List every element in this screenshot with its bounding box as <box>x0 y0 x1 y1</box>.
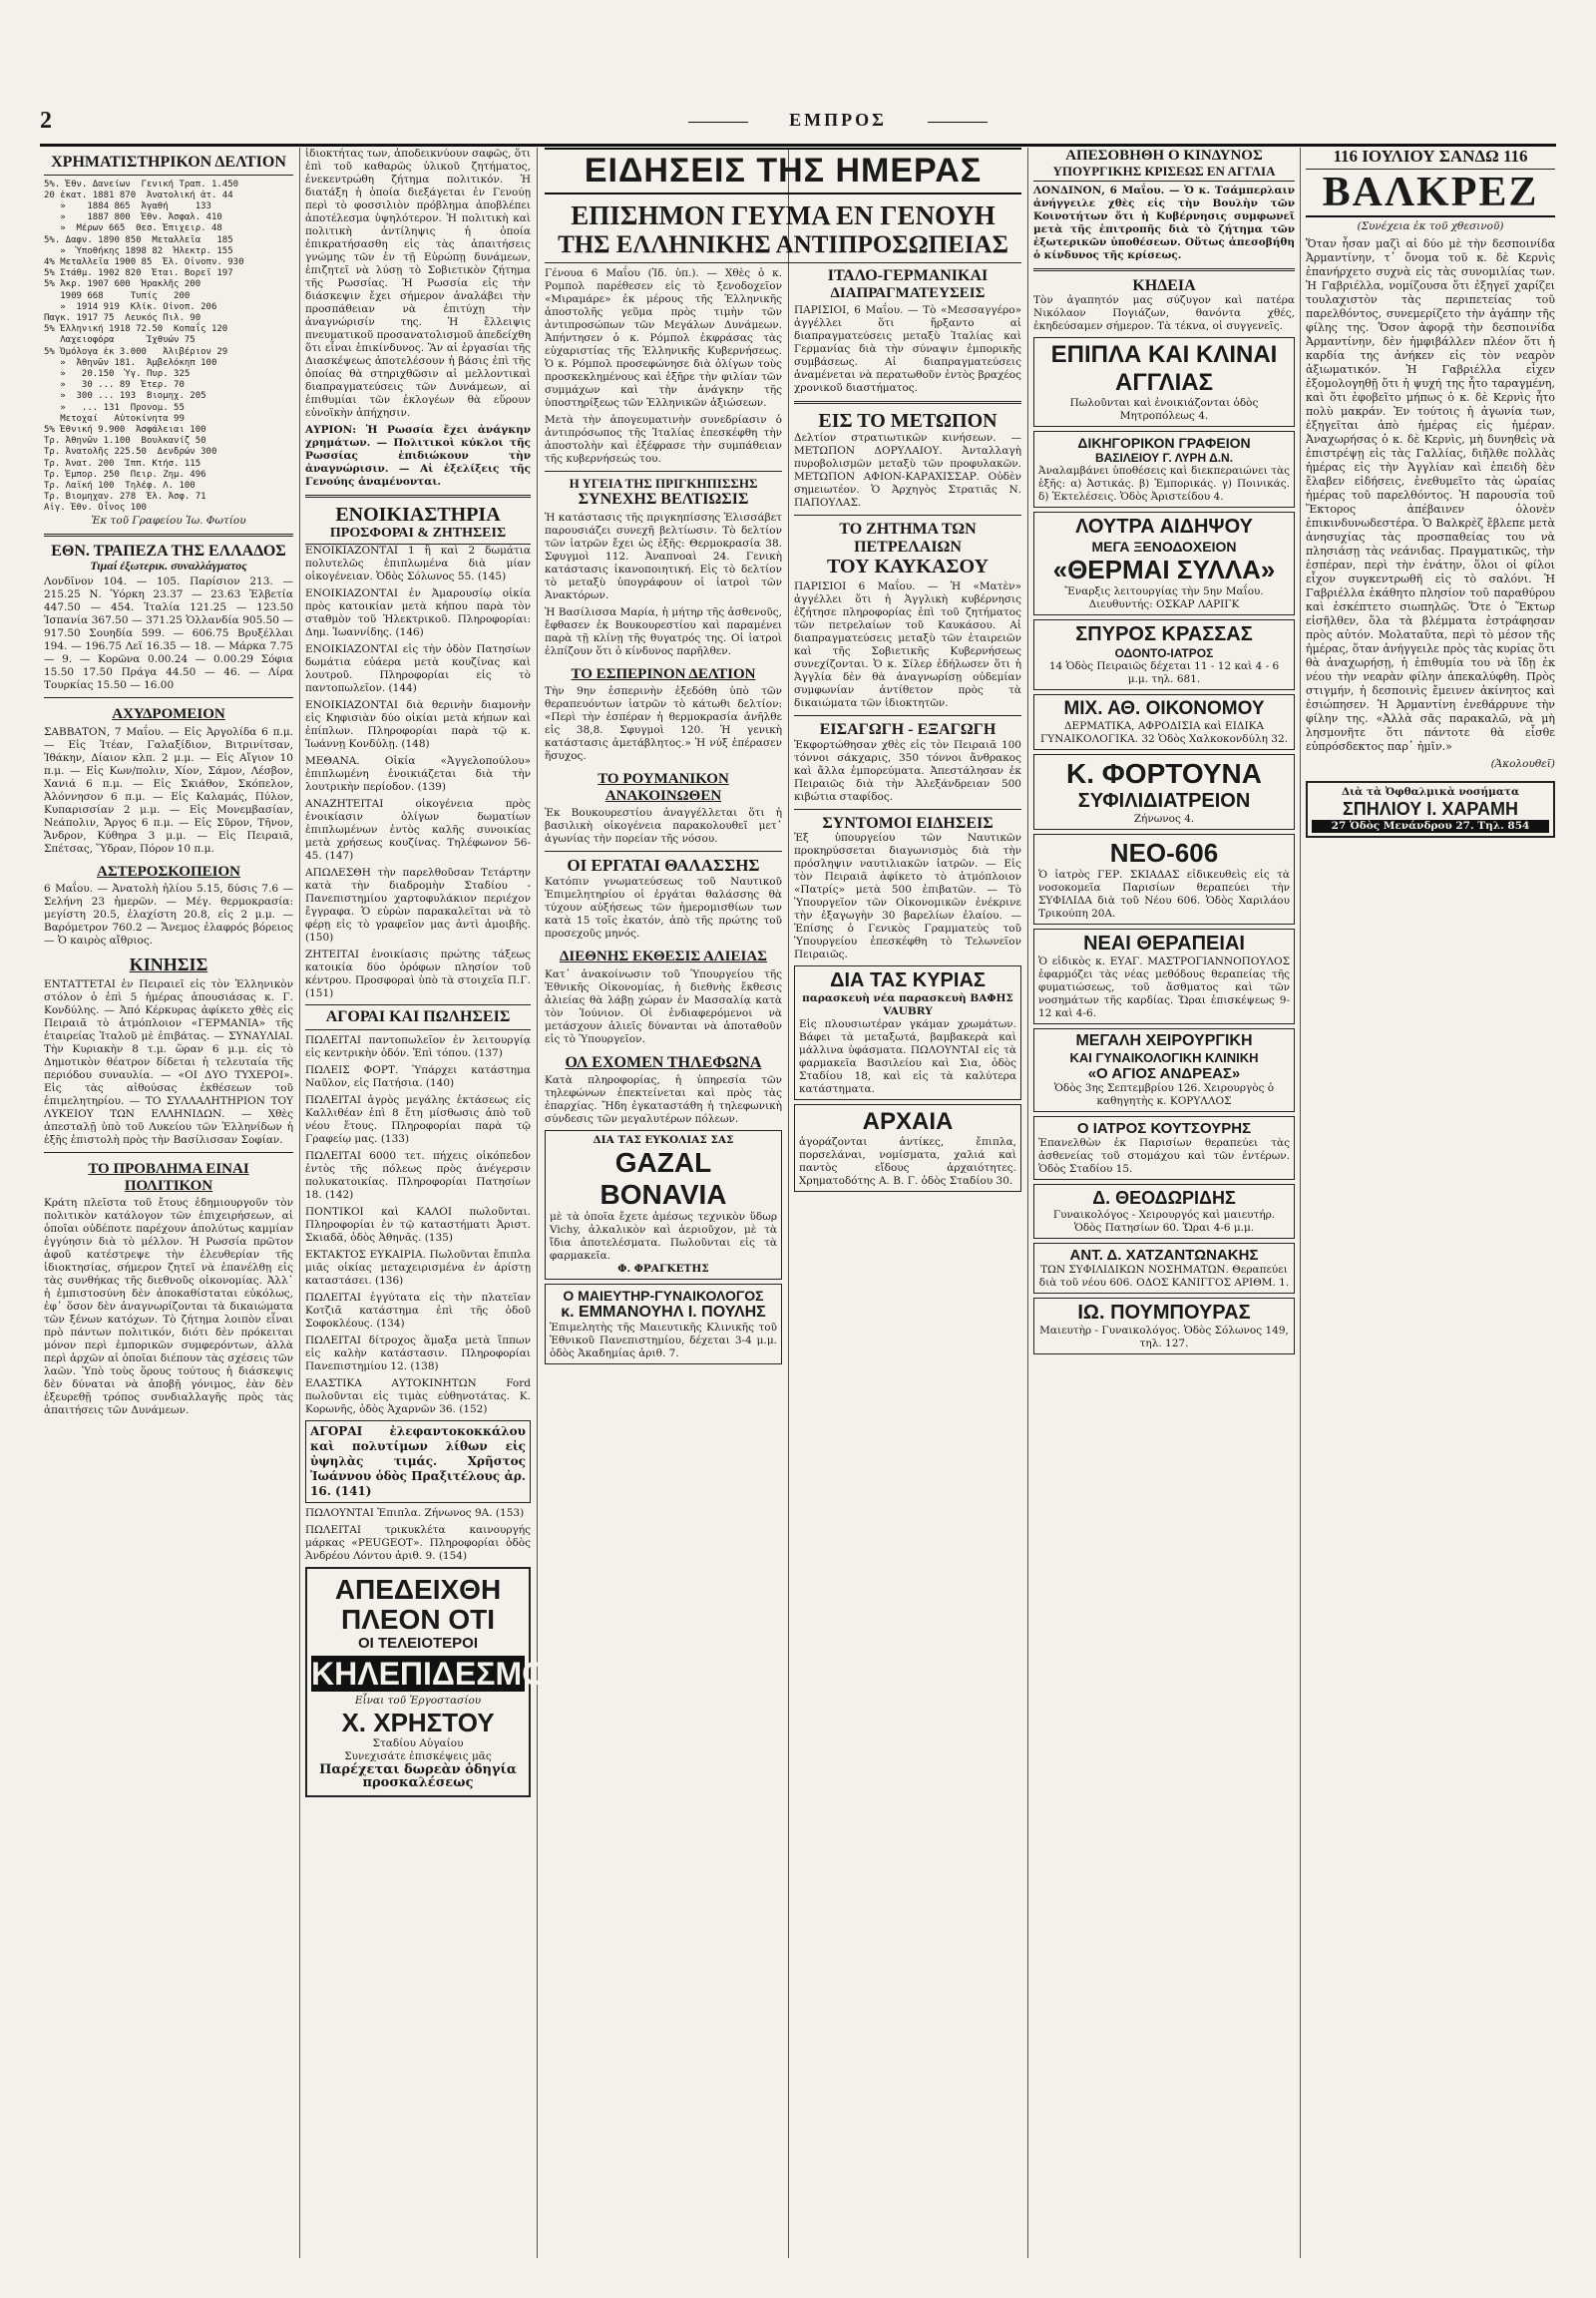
dentist-ad-text: 14 Ὁδὸς Πειραιῶς δέχεται 11 - 12 καὶ 4 - 6 μ.μ. τηλ. 681. <box>1048 660 1280 686</box>
buy-title: ΑΓΟΡΑΙ ΚΑΙ ΠΩΛΗΣΕΙΣ <box>305 1004 531 1030</box>
law-ad <box>1033 431 1295 508</box>
divider <box>44 697 293 698</box>
baths-ad-text: Ἔναρξις λειτουργίας τὴν 5ην Μαΐου. Διευθυντής: ΟΣΚΑΡ ΛΑΡΙΓΚ <box>1064 585 1264 611</box>
trade-headline: ΕΙΣΑΓΩΓΗ - ΕΞΑΓΩΓΗ <box>819 721 997 739</box>
classified-ad: ΠΩΛΕΙΤΑΙ δίτροχος ἅμαξα μετὰ ἵππων εἰς καλὴν κατάστασιν. Πληροφορίαι Πανεπιστημίου 12. (138) <box>305 1334 531 1372</box>
trade-text: Ἐκφορτώθησαν χθὲς εἰς τὸν Πειραιᾶ 100 τόννοι σάκχαρις, 350 τόννοι ἄνθρακος καὶ ἄλλα ἐμπορεύματα. Ἀπεστάλησαν ἐκ Πειραιῶς διὰ τὴν Ἀλεξάνδρειαν 500 κιβώτια σταφίδος. <box>794 738 1021 803</box>
oil-text: ΠΑΡΙΣΙΟΙ 6 Μαΐου. — Ἡ «Ματὲν» ἀγγέλλει ὅτι ἡ Ἀγγλικὴ κυβέρνησις ἐζήτησε πληροφορίας ἐπὶ τοῦ ζητήματος τῶν πετρελαίων τοῦ Καυκάσου. Αἱ διαπραγματεύσεις μεταξὺ τῶν ἑταιρειῶν καὶ τῆς Σοβιετικῆς Κυβερνήσεως συνεχίζονται. Ὁ κ. Σίλερ ἐδήλωσεν ὅτι ἡ Ἀγγλία δὲν θὰ ἀναγνωρίσῃ οὐδεμίαν συμφωνίαν ἀντίθετον πρὸς τὰ δικαιώματα τῶν ἰδιοκτητῶν. <box>794 580 1021 710</box>
serial-text: Ὅταν ἦσαν μαζὶ αἱ δύο μὲ τὴν δεσποινίδα Ἀρμαντίνην, τ᾿ ὄνομα τοῦ κ. δὲ Κερνὶς ἐπανήρχετο συχνὰ εἰς τὰς συνομιλίας των. Ἡ Γαβριέλλα, νομίζουσα ὅτι ἐξηγεῖ χαρίζει τουλαχιστὸν τὰς περιπετείας τοῦ παρελθόντος, συνεμερίζετο τὴν ἀγάπην τῆς φίλης της. Ὅσον ἀφορᾷ τὴν δεσποινίδα Ἀρμαντίνην, δὲν ἠμφιβάλλεν πλέον ὅτι ἡ καρδία της ἀνήκεν εἰς τὸν νεαρὸν ἀξιωματικόν. Ἡ Γαβριέλλα εἶχεν ἐξομολογηθῇ ὅτι ἡ ψυχή της ἦτο ταραγμένη, καὶ ὅτι ἐφοβεῖτο μήπως ὁ κ. δὲ Κερνὶς ἦτο πολὺ μακράν. Ἐν τούτοις ἡ ἀγωνία των, ἐξηγεῖται ἀπὸ ἡμέρας εἰς ἡμέραν. Ἀναχωρήσας ὁ κ. δὲ Κερνὶς, μὴ δυνηθεὶς νὰ ἐπιστρέψῃ εἰς τὰς Γαλλίας, διῆλθε πολλὰς ἡμέρας εἰς τὴν Ἀγγλίαν καὶ ἐπειδὴ δὲν ἔλαβεν εἰδήσεις, ἐνεθυμεῖτο τὰς ὡραίας ἡμέρας τοῦ παρελθόντος. Ἡ παρουσία τοῦ Ἕκτορος ἀπέβαινεν ὁλονὲν ἐπικινδυνωδεστέρα. Ὁ Βαλκρὲζ ἔβλεπε μετὰ ἀνησυχίας τὰς προσπαθείας του νὰ πλησιάσῃ τὰς νεάνιδας. Πραγματικῶς, τὴν ἑσπέραν, περὶ τὴν ἐνάτην, ὅλοι οἱ φίλοι εἶχον συγκεντρωθῆ εἰς τὸ σαλόνι. Ἡ Γαβριέλλα ἐκάθητο πλησίον τοῦ παραθύρου καὶ ἐσκέπτετο σιωπηλῶς. Ὅτε ὁ Ἕκτωρ εἰσῆλθεν, ὅλα τὰ βλέμματα ἐστράφησαν πρὸς αὐτόν. Μολαταῦτα, περὶ τὸ μέσον τῆς ἡμέρας, ὅταν ἀνήγγειλε πρὸς τὰς κυρίας ὅτι θὰ ἀναχωρήσῃ, ἡ ἐπιθυμία του νὰ ἴδῃ ἐκ νέου τὴν νεαρὰν φίλην ἀπεκαλύφθη. Πρὸς στιγμήν, ἡ δεσποινὶς ἔμεινεν ἀκίνητος καὶ ἐσιώπησεν. Ἡ Ἀρμαντίνη ἐνεθάρρυνε τὴν φίλην της. «Ἀλλὰ σᾶς παρακαλῶ, νὰ μὴ λησμονῆτε ὅτι πάντοτε θὰ εἶσθε εὐπρόσδεκτος παρ᾿ ἡμῖν.» <box>1306 236 1555 753</box>
oil-subheadline: ΤΟΥ ΚΑΥΚΑΣΟΥ <box>827 556 989 578</box>
baths-ad-title: ΛΟΥΤΡΑ ΑΙΔΗΨΟΥ <box>1075 516 1253 539</box>
main-article: Γένουα 6 Μαΐου (Ἰδ. ὑπ.). — Χθὲς ὁ κ. Ρομπολ παρέθεσεν εἰς τὸ ξενοδοχεῖον «Μιραμάρε» ἐκ μέρους τῆς Ἑλληνικῆς ἀποστολῆς γεῦμα πρὸς τιμὴν τῶν ἀντιπροσώπων τῶν Μεγάλων Δυνάμεων. Ἀπήντησεν ὁ κ. Ρόμπολ ἐκφράσας τὰς εὐχαριστίας τῆς Ἑλληνικῆς Κυβερνήσεως. Ὁ κ. Ρόμπολ προσεφώνησε διὰ ὀλίγων τοὺς προσκεκλημένους καὶ ἐξῆρε τὴν φιλίαν τῶν συμμάχων καὶ τὴν ἀνάγκην τῆς ὑποστηρίξεως τῶν Ἑλληνικῶν ἀξιώσεων. <box>545 267 782 409</box>
divider <box>545 471 782 472</box>
column-rule <box>537 148 538 2258</box>
doctor-ad-text: Ἐπιμελητὴς τῆς Μαιευτικῆς Κλινικῆς τοῦ Ἐθνικοῦ Πανεπιστημίου, δέχεται 3-4 μ.μ. ὁδὸς Ἀκαδημίας ἀριθ. 7. <box>550 1322 777 1360</box>
bank-title: ΕΘΝ. ΤΡΑΠΕΖΑ ΤΗΣ ΕΛΛΑΔΟΣ <box>51 542 286 560</box>
latest-news: ΑΥΡΙΟΝ: Ἡ Ρωσσία ἔχει ἀνάγκην χρημάτων. — Πολιτικοὶ κύκλοι τῆς Ρωσσίας ἐπιδιώκουν τὴν ἀναγνώρισιν. — Αἱ ἐξελίξεις τῆς Γενούης ἀναμένονται. <box>305 424 531 488</box>
astro-text: 6 Μαΐου. — Ἀνατολὴ ἡλίου 5.15, δύσις 7.6 — Σελήνη 23 ἡμερῶν. — Μέγ. θερμοκρασία: μεγίστη 20.5, ἐλαχίστη 20.8, εἰς 2 μ.μ. — Βαρόμετρον 760.2 — Ἄνεμος ἐλαφρός βόρειος — Ὁ καιρὸς αἴθριος. <box>44 883 293 948</box>
astro-title: ΑΣΤΕΡΟΣΚΟΠΕΙΟΝ <box>97 863 240 880</box>
classified-ad: ΠΟΝΤΙΚΟΙ καὶ ΚΑΛΟΙ πωλοῦνται. Πληροφορίαι ἐν τῷ καταστήματι Ἀριστ. Σκιαδᾶ, ὁδὸς Ἀθηνᾶς. (135) <box>305 1205 531 1244</box>
theodoridis-ad-name: Δ. ΘΕΟΔΩΡΙΔΗΣ <box>1092 1188 1236 1209</box>
trusses-ad-line: ΟΙ ΤΕΛΕΙΟΤΕΡΟΙ <box>357 1634 479 1652</box>
poumpouras-ad-name: ΙΩ. ΠΟΥΜΠΟΥΡΑΣ <box>1077 1302 1251 1325</box>
antiques-ad-text: ἀγοράζονται ἀντίκες, ἔπιπλα, πορσελάναι, νομίσματα, χαλιά καὶ παντὸς εἴδους ἀρχαιότητες. Χρηματοδότης Α. Β. Γ. ὁδὸς Σταδίου 30. <box>799 1136 1016 1188</box>
gazal-ad <box>545 1130 782 1280</box>
classified-ad: ΠΩΛΕΙΤΑΙ τρικυκλέτα καινουργής μάρκας «PEUGEOT». Πληροφορίαι ὁδὸς Ἀνδρέου Λόντου ἀριθ. 9. (154) <box>305 1523 531 1562</box>
koutsouris-ad-title: Ο ΙΑΤΡΟΣ ΚΟΥΤΣΟΥΡΗΣ <box>1076 1120 1252 1138</box>
classified-ad: ΜΕΘΑΝΑ. Οἰκία «Ἀγγελοπούλου» ἐπιπλωμένη ἐνοικιάζεται διὰ τὴν λουτρικὴν περίοδον. (139) <box>305 755 531 794</box>
front-text: Δελτίον στρατιωτικῶν κινήσεων. — ΜΕΤΩΠΟΝ ΔΟΡΥΛΑΙΟΥ. Ἀνταλλαγὴ πυροβολισμῶν μεταξὺ τῶν προφυλακῶν. ΜΕΤΩΠΟΝ ΑΦΙΟΝ-ΚΑΡΑΧΙΣΣΑΡ. Οὐδὲν σημειωτέον. Ὁ Ἀρχηγὸς Στρατιᾶς Ν. ΠΑΠΟΥΛΑΣ. <box>794 432 1021 510</box>
health-text-2: Ἡ Βασίλισσα Μαρία, ἡ μήτηρ τῆς ἀσθενοῦς, ἔφθασεν ἐκ Βουκουρεστίου καὶ παραμένει παρὰ τῇ κλίνῃ τῆς θυγατρός της. Οἱ ἰατροὶ ἐλπίζουν ὅτι ὁ κίνδυνος παρῆλθεν. <box>545 605 782 657</box>
new-therapies-text: Ὁ εἰδικὸς κ. ΕΥΑΓ. ΜΑΣΤΡΟΓΙΑΝΝΟΠΟΥΛΟΣ ἐφαρμόζει τὰς νέας μεθόδους θεραπείας τῆς φυματιώσεως, τοῦ ἄσθματος καὶ τῶν νοσημάτων τῆς καρδίας. Ὥραι ἐπισκέψεως 9-12 καὶ 4-6. <box>1038 956 1290 1020</box>
main-headline-2: ΤΗΣ ΕΛΛΗΝΙΚΗΣ ΑΝΤΙΠΡΟΣΩΠΕΙΑΣ <box>545 231 1021 263</box>
law-ad-sub: ΒΑΣΙΛΕΙΟΥ Γ. ΛΥΡΗ Δ.Ν. <box>1094 451 1234 466</box>
theodoridis-ad-text: Γυναικολόγος - Χειρουργός καὶ μαιευτήρ. Ὁδὸς Πατησίων 60. Ὥραι 4-6 μ.μ. <box>1052 1209 1276 1235</box>
fishing-headline: ΔΙΕΘΝΗΣ ΕΚΘΕΣΙΣ ΑΛΙΕΙΑΣ <box>560 949 767 965</box>
classified-ad: ΖΗΤΕΙΤΑΙ ἐνοικίασις πρώτης τάξεως κατοικία δύο ὀρόφων πλησίον τοῦ κέντρου. Προσφοραὶ ὑπὸ τὰ στοιχεῖα Π.Γ. (151) <box>305 949 531 1000</box>
front-headline: ΕΙΣ ΤΟ ΜΕΤΩΠΟΝ <box>818 410 998 433</box>
oil-headline: ΤΟ ΖΗΤΗΜΑ ΤΩΝ ΠΕΤΡΕΛΑΙΩΝ <box>839 521 977 556</box>
column-rule <box>1027 148 1028 2258</box>
post-text: ΣΑΒΒΑΤΟΝ, 7 Μαΐου. — Εἰς Ἀργολίδα 6 π.μ. — Εἰς Ἰτέαν, Γαλαξίδιον, Βιτρινίτσαν, Ἰθάκην, Δίαιον κλπ. 2 μ.μ. — Εἰς Αἴγιον 10 π.μ. — Εἰς Κων/πολιν, Χίον, Σάμον, Λέσβον, Χανιά 6 π.μ. — Εἰς Σκιάθον, Σκόπελον, Ἀλόννησον 6 π.μ. — Εἰς Καλαμάς, Πύλον, Κυπαρισσίαν 2 μ.μ. — Εἰς Μονεμβασίαν, Νεάπολιν, Ἄργος 6 π.μ. — Εἰς Σῦρον, Τῆνον, Ἄνδρον, Κύθηρα 3 μ.μ. — Εἰς Πειραιᾶ, Σπέτσας, Ὕδραν, Πόρον 10 π.μ. <box>44 725 293 855</box>
eye-ad <box>1306 781 1555 838</box>
section-banner: ΕΙΔΗΣΕΙΣ ΤΗΣ ΗΜΕΡΑΣ <box>545 148 1021 194</box>
policy-text: Κράτη πλεῖστα τοῦ ἔτους ἐδημιουργοῦν τὸν πολιτικὸν κατάλογον τῶν ἐπιχειρήσεων, αἱ ὁποῖαι οὐδέποτε παρέχουν ἀπολύτως καμμίαν ἐγγύησιν διὰ τὸ μέλλον. Ἡ Ρωσσία πρῶτον ἀφοῦ κατέστρεψε τὴν ἐλευθερίαν τῆς ἰδιοκτησίας, σήμερον ζητεῖ νὰ ἐπανέλθῃ εἰς τὰς συνθήκας τῆς διεθνοῦς οἰκονομίας. Ἀλλ᾿ ἡ ἐμπιστοσύνη δὲν ἀποκαθίσταται εὐκόλως, ἐφ᾿ ὅσον δὲν ἀναγνωρίζονται τὰ δικαιώματα τῶν ξένων κατόχων. Τὸ ζήτημα λοιπὸν εἶναι πρὸ πάντων πολιτικόν, διότι δὲν πρόκειται μόνον περὶ ἐμπορικῶν συμφερόντων, ἀλλὰ περὶ ἀρχῶν αἱ ὁποῖαι διέπουν τὰς σχέσεις τῶν λαῶν. Ὑπὸ τοὺς ὅρους τούτους ἡ διάσκεψις δὲν δύναται νὰ ἀποβῇ γόνιμος, ἐὰν δὲν ἐξευρεθῇ τρόπος συνδιαλλαγῆς πρὸς τὰς ἀπαιτήσεις τῶν Δυνάμεων. <box>44 1197 293 1417</box>
divider <box>44 1152 293 1153</box>
italy-text: ΠΑΡΙΣΙΟΙ, 6 Μαΐου. — Τὸ «Μεσσαγγέρο» ἀγγέλλει ὅτι ἤρξαντο αἱ διαπραγματεύσεις μεταξὺ Ἰταλίας καὶ Γερμανίας διὰ τὴν σύναψιν ἐμπορικῆς συμβάσεως. Αἱ διαπραγματεύσεις ἀναμένεται νὰ περατωθοῦν ἐντὸς βραχέος χρονικοῦ διαστήματος. <box>794 304 1021 395</box>
antiques-ad <box>794 1104 1021 1192</box>
divider <box>44 534 293 537</box>
classified-ad: ΕΚΤΑΚΤΟΣ ΕΥΚΑΙΡΙΑ. Πωλοῦνται ἔπιπλα μιᾶς οἰκίας μεταχειρισμένα ἐν ἀρίστῃ καταστάσει. (136) <box>305 1248 531 1287</box>
surgery-ad-title: ΜΕΓΑΛΗ ΧΕΙΡΟΥΡΓΙΚΗ <box>1075 1032 1253 1050</box>
derm-ad <box>1033 694 1295 750</box>
doctor-ad <box>545 1284 782 1364</box>
italy-subheadline: ΔΙΑΠΡΑΓΜΑΤΕΥΣΕΙΣ <box>830 284 986 301</box>
furniture-ad-title: ΕΠΙΠΛΑ ΚΑΙ ΚΛΙΝΑΙ <box>1050 341 1278 369</box>
furniture-ad-text: Πωλοῦνται καὶ ἐνοικιάζονται ὁδὸς Μητροπόλεως 4. <box>1069 397 1259 423</box>
column-rule <box>299 148 300 2258</box>
baths-ad-name: «ΘΕΡΜΑΙ ΣΥΛΛΑ» <box>1052 555 1276 585</box>
column-1 <box>44 148 293 2258</box>
phone-text: Κατὰ πληροφορίας, ἡ ὑπηρεσία τῶν τηλεφώνων ἐπεκτείνεται καὶ πρὸς τὰς ἐπαρχίας. Ἤδη ἐγκαταστάθη ἡ τηλεφωνικὴ σύνδεσις τῶν μεγαλυτέρων πόλεων. <box>545 1074 782 1126</box>
gazal-ad-top: ΔΙΑ ΤΑΣ ΕΥΚΟΛΙΑΣ ΣΑΣ <box>593 1134 734 1147</box>
eye-ad-text: 27 Ὁδὸς Μενάνδρου 27. Τηλ. 854 <box>1312 820 1549 833</box>
classified-ad: ΠΩΛΕΙΤΑΙ ἐγγύτατα εἰς τὴν πλατεῖαν Κοτζιᾶ κατάστημα ἐπὶ τῆς ὁδοῦ Σοφοκλέους. (134) <box>305 1291 531 1330</box>
crisis-text: ΛΟΝΔΙΝΟΝ, 6 Μαΐου. — Ὁ κ. Τσάμπερλαιν ἀνήγγειλε χθὲς εἰς τὴν Βουλὴν τῶν Κοινοτήτων ὅτι ἡ Κυβέρνησις συμφωνεῖ μετὰ τῆς ἐπιτροπῆς διὰ τὸ ζήτημα τῶν ἐξωτερικῶν ὑποθέσεων. Οὕτως ἀπεσοβήθη ὁ κίνδυνος τῆς κρίσεως. <box>1033 184 1295 261</box>
column-2 <box>305 148 556 2258</box>
crisis-headline: ΑΠΕΣΟΒΗΘΗ Ο ΚΙΝΔΥΝΟΣ <box>1065 148 1263 164</box>
fortouna-ad-text: Ζήνωνος 4. <box>1133 813 1195 826</box>
classified-ad: ΕΝΟΙΚΙΑΖΟΝΤΑΙ 1 ἢ καὶ 2 δωμάτια πολυτελῶς ἐπιπλωμένα διὰ μίαν οἰκογένειαν. Ὁδὸς Σόλωνος 55. (145) <box>305 545 531 583</box>
market-credit: Ἐκ τοῦ Γραφείου Ἰω. Φωτίου <box>91 514 246 527</box>
baths-ad <box>1033 512 1295 615</box>
vaubry-ad <box>794 965 1021 1100</box>
main-article-cont: Μετὰ τὴν ἀπογευματινὴν συνεδρίασιν ὁ ἀντιπρόσωπος τῆς Ἰταλίας ἐπεσκέφθη τὴν ἀποστολὴν καὶ ἐξέφρασε τὴν συμπάθειαν τῆς κυβερνήσεώς του. <box>545 414 782 465</box>
movement-text: ΕΝΤΑΤΤΕΤΑΙ ἐν Πειραιεῖ εἰς τὸν Ἑλληνικὸν στόλον ὁ ἐπὶ 5 ἡμέρας ἀπουσιάσας κ. Γ. Κονδύλης. — Ἀπό Κέρκυρας ἀφίκετο χθὲς εἰς Πειραιᾶ τὸ ἀτμόπλοιον «ΓΕΡΜΑΝΙΑ» τῆς ἑταιρείας Ἰταλοῦ μὲ ἐπιβάτας. — ΣΥΝΑΥΛΙΑΙ. Τὴν Κυριακὴν 8 τ.μ. ὥραν 6 μ.μ. εἰς τὸ Δημοτικὸν θέατρον δίδεται ἡ τελευταία τῆς περιόδου συναυλία. — «ΟΙ ΔΥΟ ΤΥΧΕΡΟΙ». Εἰς τὰς αἰθούσας ἐκθέσεων τοῦ ἐπιμελητηρίου. — ΤΟ ΣΥΛΛΑΛΗΤΗΡΙΟΝ ΤΟΥ ΛΥΚΕΙΟΥ ΤΩΝ ΕΛΛΗΝΙΔΩΝ. — Χθὲς ἀπεσταλῇ ὑπὸ τοῦ Λυκείου τῶν Ἑλληνίδων ἡ ἑξῆς ἐπιστολὴ πρὸς τὴν Βασίλισσαν Σοφίαν. <box>44 978 293 1147</box>
rent-ads <box>305 545 531 1000</box>
dentist-ad-name: ΣΠΥΡΟΣ ΚΡΑΣΣΑΣ <box>1075 623 1253 646</box>
divider <box>305 495 531 498</box>
page-header <box>40 108 1556 147</box>
classified-ad: ΕΝΟΙΚΙΑΖΟΝΤΑΙ εἰς τὴν ὁδὸν Πατησίων δωμάτια εὐάερα μετὰ κουζίνας καὶ λουτροῦ. Πληροφορίαι εἰς τὸ παντοπωλεῖον. (144) <box>305 643 531 695</box>
poumpouras-ad <box>1033 1298 1295 1354</box>
classified-ad: ΑΝΑΖΗΤΕΙΤΑΙ οἰκογένεια πρὸς ἐνοικίασιν ὀλίγων δωματίων ἐπιπλωμένων ἐντὸς καλῆς συνοικίας μετὰ χρήσεως κουζίνας. Τηλέφωνον 56-45. (147) <box>305 798 531 863</box>
gazal-ad-credit: Φ. ΦΡΑΓΚΕΤΗΣ <box>617 1263 709 1276</box>
new-therapies-title: ΝΕΑΙ ΘΕΡΑΠΕΙΑΙ <box>1083 933 1245 956</box>
evening-text: Τὴν 9ην ἑσπερινὴν ἐξεδόθη ὑπὸ τῶν θεραπευόντων ἰατρῶν τὸ κάτωθι δελτίον: «Περὶ τὴν ἐσπέραν ἡ θερμοκρασία ἀνῆλθε εἰς 38,8. Σφυγμοὶ 120. Ἡ γενικὴ κατάστασις ἀμετάβλητος.» Ἡ νύξ ἐπέρασεν ἥσυχος. <box>545 685 782 763</box>
policy-title: ΤΟ ΠΡΟΒΛΗΜΑ ΕΙΝΑΙ ΠΟΛΙΤΙΚΟΝ <box>88 1161 249 1194</box>
vaubry-ad-title: ΔΙΑ ΤΑΣ ΚΥΡΙΑΣ <box>830 969 986 992</box>
vaubry-ad-text: Εἰς πλουσιωτέραν γκάμαν χρωμάτων. Βάφει τὰ μεταξωτά, βαμβακερὰ καὶ μάλλινα ὑφάσματα. ΠΩΛΟΥΝΤΑΙ εἰς τὰ φαρμακεῖα Βασιλείου καὶ Σια, ὁδὸς Σταδίου 18, καὶ εἰς τὰ καλύτερα κατάστηματα. <box>799 1018 1016 1096</box>
trusses-ad-line: Σταδίου Αὐγαίου <box>372 1736 464 1749</box>
romania-headline: ΤΟ ΡΟΥΜΑΝΙΚΟΝ ΑΝΑΚΟΙΝΩΘΕΝ <box>598 771 729 804</box>
koutsouris-ad <box>1033 1116 1295 1180</box>
funeral-title: ΚΗΔΕΙΑ <box>1132 276 1196 294</box>
neo606-ad-title: ΝΕΟ-606 <box>1109 838 1219 869</box>
new-therapies-ad <box>1033 929 1295 1024</box>
continued-article: ἰδιοκτήτας των, ἀποδεικνύουν σαφῶς, ὅτι ἐπὶ τοῦ καθαρῶς ὑλικοῦ ζητήματος, ἐνεκεντρώθη ζήτημα πολιτικόν. Ἡ διατάξη ἡ ὁποία διεξάγεται ἐν Γενούῃ περὶ τὸ φοσσιλιὸν πρόβλημα ἀποβλέπει ἀποτέλεσμα ὑψηλότερον. Ἡ πολιτικὴ καὶ πολιτικὴ ἀντίληψις ἡ ὁποία ἐπικρατήσασθη εἰς τὰς ἀπαιτήσεις γνώμης τῶν ἐν τῇ Εὐρώπῃ δυνάμεων, ἐπιζητεῖ νὰ λύσῃ τὸ Σοβιετικὸν ζήτημα τῆς Ρωσσίας. Ἡ Ρωσσία εἰς τὴν διάσκεψιν ἔχει σήμερον ἀναλάβει τὴν προσπάθειαν νὰ ἐπιτύχῃ τὴν ἀναγνώρισίν της. Ἡ ἔλλειψις πνευματικοῦ προσανατολισμοῦ ἀπεδείχθη ὅτι εἶναι ἐπικίνδυνος. Ἂν αἱ ἐργασίαι τῆς Διασκέψεως ἀποτελέσουν ἡ βάσις ἐπὶ τῆς ὁποίας θὰ στηριχθῶσιν αἱ μελλοντικαὶ διαπραγματεύσεις τῶν Δυνάμεων, αἱ ἐπιθυμίαι τῶν ἐκλογέων θὰ εὕρουν εὐνοϊκὴν ἀπήχησιν. <box>305 148 532 419</box>
baths-ad-sub: ΜΕΓΑ ΞΕΝΟΔΟΧΕΙΟΝ <box>1091 539 1237 556</box>
classified-ad: ΠΩΛΕΙΤΑΙ 6000 τετ. πήχεις οἰκόπεδον ἐντὸς τῆς πόλεως πρὸς ἀνέγερσιν πολυκατοικίας. Πληροφορίαι Πατησίων 18. (142) <box>305 1149 531 1201</box>
serial-subtitle: (Συνέχεια ἐκ τοῦ χθεσινοῦ) <box>1357 219 1504 232</box>
stone-ad <box>305 1420 531 1503</box>
neo606-ad-text: Ὁ ἰατρὸς ΓΕΡ. ΣΚΙΑΔΑΣ εἰδικευθεὶς εἰς τὰ νοσοκομεῖα Παρισίων θεραπεύει τὴν ΣΥΦΙΛΙΔΑ διὰ τοῦ Νέου 606. Ὁδὸς Χαριλάου Τρικούπη 20Α. <box>1038 869 1290 921</box>
serial-title: ΒΑΛΚΡΕΖ <box>1306 170 1555 217</box>
classified-ad: ΑΠΩΛΕΣΘΗ τὴν παρελθοῦσαν Τετάρτην κατὰ τὴν διαδρομὴν Σταδίου - Πανεπιστημίου χαρτοφυλάκιον περιέχον ἔγγραφα. Ὁ εὑρὼν παρακαλεῖται νὰ τὸ φέρῃ εἰς τὸ γραφεῖον μας ἀντὶ ἀμοιβῆς. (150) <box>305 867 531 945</box>
classified-ad: ΠΩΛΕΙΣ ΦΟΡΤ. Ὑπάρχει κατάστημα Ναῦλον, εἰς Πατήσια. (140) <box>305 1063 531 1089</box>
trusses-ad <box>305 1567 556 1797</box>
divider <box>794 715 1021 716</box>
post-title: ΑΧΥΔΡΟΜΕΙΟΝ <box>112 706 225 723</box>
serial-continued: (Ἀκολουθεῖ) <box>1490 757 1555 770</box>
fishing-text: Κατ᾿ ἀνακοίνωσιν τοῦ Ὑπουργείου τῆς Ἐθνικῆς Οἰκονομίας, ἡ διεθνὴς ἔκθεσις ἁλιείας θὰ λάβῃ χώραν ἐν Μασσαλίᾳ κατὰ τὸν Ἰούνιον. Οἱ ἐνδιαφερόμενοι νὰ μετάσχουν ἁλιεῖς δύνανται νὰ ἀποταθοῦν εἰς τὸ Ὑπουργεῖον. <box>545 967 782 1045</box>
classified-ad: ΠΩΛΟΥΝΤΑΙ Ἐπιπλα. Ζήνωνος 9Α. (153) <box>305 1506 525 1519</box>
surgery-ad <box>1033 1028 1295 1112</box>
classified-ad: ΠΩΛΕΙΤΑΙ ἀγρὸς μεγάλης ἐκτάσεως εἰς Καλλιθέαν ἐπὶ 8 ἔτη μίσθωσις ἀπὸ τοῦ νέου ἔτους. Πληροφορίαι παρὰ τῷ Γραφείῳ μας. (133) <box>305 1093 531 1145</box>
chatzantonakis-ad-text: ΤΩΝ ΣΥΦΙΛΙΔΙΚΩΝ ΝΟΣΗΜΑΤΩΝ. Θεραπεύει διὰ τοῦ νέου 606. ΟΔΟΣ ΚΑΝΙΓΓΟΣ ΑΡΙΘΜ. 1. <box>1038 1264 1290 1290</box>
fortouna-ad-sub: ΣΥΦΙΛΙΔΙΑΤΡΕΙΟΝ <box>1077 790 1251 813</box>
brief-text: Ἐξ ὑπουργείου τῶν Ναυτικῶν προκηρύσσεται διαγωνισμὸς διὰ τὴν πρόσληψιν ναυτιλιακῶν ἰατρῶν. — Εἰς τὸν Πειραιᾶ ἀφίκετο τὸ ἀτμόπλοιον «Πατρίς» μετὰ 500 ἐπιβατῶν. — Τὸ Ὑπουργεῖον τῶν Οἰκονομικῶν ἐνέκρινε τὴν ἐξαγωγὴν 30 βαρελίων ἐλαίου. — Ἐπίσης ὁ Γενικὸς Γραμματεὺς τοῦ Ὑπουργείου ἐπεσκέφθη τὸ Τελωνεῖον Πειραιῶς. <box>794 832 1021 961</box>
furniture-ad-title-2: ΑΓΓΛΙΑΣ <box>1115 369 1213 397</box>
gazal-ad-title: GAZAL BONAVIA <box>599 1147 727 1211</box>
health-text: Ἡ κατάστασις τῆς πριγκηπίσσης Ἐλισσάβετ παρουσιάζει συνεχῆ βελτίωσιν. Τὸ δελτίον τῶν ἰατρῶν ἔχει ὡς ἑξῆς: Θερμοκρασία 38. Σφυγμοὶ 112. Ἀναπνοαὶ 24. Γενικὴ κατάστασις ἱκανοποιητική. Εἰς τὸ δελτίον τὸ μεταξὺ ὑπογράφουν οἱ ἰατροὶ τῶν Ἀνακτόρων. <box>545 511 782 601</box>
fortouna-ad-name: Κ. ΦΟΡΤΟΥΝΑ <box>1066 758 1262 790</box>
poumpouras-ad-text: Μαιευτὴρ - Γυναικολόγος. Ὁδὸς Σόλωνος 149, τηλ. 127. <box>1039 1325 1289 1350</box>
trusses-ad-line: προσκαλέσεως <box>362 1774 474 1790</box>
trusses-ad-line: Χ. ΧΡΗΣΤΟΥ <box>341 1707 495 1737</box>
brief-headline: ΣΥΝΤΟΜΟΙ ΕΙΔΗΣΕΙΣ <box>822 814 994 832</box>
rent-subtitle: ΠΡΟΣΦΟΡΑΙ & ΖΗΤΗΣΕΙΣ <box>305 526 531 545</box>
funeral-text: Τὸν ἀγαπητόν μας σύζυγον καὶ πατέρα Νικόλαον Πογιάζων, θανόντα χθές, ἐκηδεύσαμεν σήμερον. Τὰ τέκνα, οἱ συγγενεῖς. <box>1033 294 1295 333</box>
health-subheadline: ΣΥΝΕΧΗΣ ΒΕΛΤΙΩΣΙΣ <box>578 491 749 509</box>
classified-ad: ΕΝΟΙΚΙΑΖΟΝΤΑΙ ἐν Ἀμαρουσίῳ οἰκία πρὸς κατοικίαν μετὰ κήπου παρὰ τὸν σταθμὸν τοῦ Ἡλεκτρικοῦ. Πληροφορίαι: Δημ. Ἰωαννίδης. (146) <box>305 587 531 639</box>
main-headline-1: ΕΠΙΣΗΜΟΝ ΓΕΥΜΑ ΕΝ ΓΕΝΟΥΗ <box>571 200 996 230</box>
doctor-ad-title: Ο ΜΑΙΕΥΤΗΡ-ΓΥΝΑΙΚΟΛΟΓΟΣ <box>563 1288 764 1305</box>
crisis-subheadline: ΥΠΟΥΡΓΙΚΗΣ ΚΡΙΣΕΩΣ ΕΝ ΑΓΓΛΙΑ <box>1033 165 1295 182</box>
divider <box>794 515 1021 516</box>
chatzantonakis-ad-name: ΑΝΤ. Δ. ΧΑΤΖΑΝΤΩΝΑΚΗΣ <box>1069 1247 1259 1265</box>
divider <box>1033 268 1295 271</box>
surgery-ad-name: «Ο ΑΓΙΟΣ ΑΝΔΡΕΑΣ» <box>1087 1065 1241 1083</box>
classified-ad: ΕΛΑΣΤΙΚΑ ΑΥΤΟΚΙΝΗΤΩΝ Ford πωλοῦνται εἰς τιμὰς εὐθηνοτάτας. Κ. Κορωνῆς, ὁδὸς Ἀχαρνῶν 36. (152) <box>305 1376 531 1415</box>
trusses-ad-line: Συνεχισάτε ἐπισκέψεις μᾶς <box>344 1749 492 1762</box>
theodoridis-ad <box>1033 1184 1295 1239</box>
neo606-ad <box>1033 834 1295 925</box>
law-ad-title: ΔΙΚΗΓΟΡΙΚΟΝ ΓΡΑΦΕΙΟΝ <box>1077 435 1251 452</box>
stone-ad-text: ΑΓΟΡΑΙ ἐλεφαντοκοκκάλου καὶ πολυτίμων λίθων εἰς ὑψηλὰς τιμάς. Χρῆστος Ἰωάννου ὁδὸς Πραξιτέλους ἀρ. 16. (141) <box>310 1423 526 1498</box>
divider <box>794 401 1021 404</box>
trusses-ad-line: ΑΠΕΔΕΙΧΘΗ <box>334 1573 502 1605</box>
derm-ad-text: ΔΕΡΜΑΤΙΚΑ, ΑΦΡΟΔΙΣΙΑ καὶ ΕΙΔΙΚΑ ΓΥΝΑΙΚΟΛΟΓΙΚΑ. 32 Ὁδὸς Χαλκοκονδύλη 32. <box>1040 720 1288 746</box>
eye-ad-name: ΣΠΗΛΙΟΥ Ι. ΧΑΡΑΜΗ <box>1343 798 1518 819</box>
romania-text: Ἐκ Βουκουρεστίου ἀναγγέλλεται ὅτι ἡ βασιλικὴ οἰκογένεια παρακολουθεῖ μετ᾿ ἀγωνίας τὴν πορείαν τῆς νόσου. <box>545 807 782 846</box>
column-rule <box>1300 148 1301 2258</box>
page-number: 2 <box>40 108 52 134</box>
italy-headline: ΙΤΑΛΟ-ΓΕΡΜΑΝΙΚΑΙ <box>827 267 989 284</box>
koutsouris-ad-text: Ἐπανελθὼν ἐκ Παρισίων θεραπεύει τὰς ἀσθενείας τοῦ στομάχου καὶ τῶν ἐντέρων. Ὁδὸς Σταδίου 15. <box>1038 1137 1290 1176</box>
workers-headline: ΟΙ ΕΡΓΑΤΑΙ ΘΑΛΑΣΣΗΣ <box>567 856 760 876</box>
trusses-ad-line: Εἶναι τοῦ Ἐργοστασίου <box>354 1694 482 1707</box>
law-ad-text: Ἀναλαμβάνει ὑποθέσεις καὶ διεκπεραιώνει τὰς ἑξῆς: α) Ἀστικάς. β) Ἐμπορικάς. γ) Ποινικάς. δ) Ἐκτελέσεις. Ὁδὸς Ἀριστείδου 4. <box>1038 465 1290 504</box>
gazal-ad-text: μὲ τὰ ὁποῖα ἔχετε ἀμέσως τεχνικὸν ὕδωρ Vichy, ἀλκαλικὸν καὶ ἀεριοῦχον, μὲ τὰ ἴδια ἀποτελέσματα. Πωλοῦνται εἰς τὰ φαρμακεῖα. <box>550 1211 777 1263</box>
movement-title: ΚΙΝΗΣΙΣ <box>129 955 208 975</box>
doctor-ad-name: κ. ΕΜΜΑΝΟΥΗΛ Ι. ΠΟΥΛΗΣ <box>561 1304 766 1322</box>
classified-ad: ΠΩΛΕΙΤΑΙ παντοπωλεῖον ἐν λειτουργίᾳ εἰς κεντρικὴν ὁδόν. Ἐπὶ τόπου. (137) <box>305 1033 531 1059</box>
chatzantonakis-ad <box>1033 1243 1295 1294</box>
trusses-ad-line: ΚΗΛΕΠΙΔΕΣΜΟΙ <box>311 1655 556 1692</box>
fortouna-ad <box>1033 754 1295 830</box>
masthead: ΕΜΠΡΟΣ <box>758 110 918 131</box>
column-4 <box>794 267 1021 2258</box>
classified-ad: ΕΝΟΙΚΙΑΖΟΝΤΑΙ διὰ θερινὴν διαμονὴν εἰς Κηφισιὰν δύο οἰκίαι μετὰ κήπων καὶ ἐπίπλων. Πληροφορίαι παρὰ τῷ κ. Ἰωάννῃ Κονδύλῃ. (148) <box>305 699 531 751</box>
dentist-ad-sub: ΟΔΟΝΤΟ-ΙΑΤΡΟΣ <box>1114 646 1214 661</box>
evening-headline: ΤΟ ΕΣΠΕΡΙΝΟΝ ΔΕΛΤΙΟΝ <box>571 665 756 682</box>
bank-text: Λονδῖνον 104. — 105. Παρίσιον 213. — 215.25 Ν. Ὑόρκη 23.37 — 23.63 Ἐλβετία 447.50 — 454. Ἰταλία 121.25 — 123.50 Ἰσπανία 367.50 — 371.25 Ὁλλανδία 905.50 — 917.50 Σουηδία 599. — 606.75 Βρυξέλλαι 194. — 196.75 Λεϊ 16.35 — 18. — Μάρκα 7.75 — 9. — Κορῶνα 0.00.24 — 0.00.29 Σόφια 15.50 17.50 Πράγα 44.50 — 46. — Λίρα Τουρκίας 15.50 — 16.00 <box>44 575 293 692</box>
surgery-ad-sub: ΚΑΙ ΓΥΝΑΙΚΟΛΟΓΙΚΗ ΚΛΙΝΙΚΗ <box>1069 1050 1259 1066</box>
divider <box>545 851 782 852</box>
dentist-ad <box>1033 619 1295 690</box>
phone-headline: ΟΛ ΕΧΟΜΕΝ ΤΗΛΕΦΩΝΑ <box>565 1053 762 1071</box>
serial-header: 116 ΙΟΥΛΙΟΥ ΣΑΝΔΩ 116 <box>1306 148 1555 170</box>
column-6 <box>1306 148 1555 2258</box>
health-headline: Η ΥΓΕΙΑ ΤΗΣ ΠΡΙΓΚΗΠΙΣΣΗΣ <box>569 476 758 491</box>
market-table: 5%. Ἐθν. Δανείων Γενική Τραπ. 1.450 20 ἑκατ. 1881 870 Ἀνατολική ἀτ. 44 » 1884 865 Ἀγαθή 133 » 1887 800 Ἐθν. Ἀσφαλ. 410 » Μέρων 665 Θεσ. Ἐπιχειρ. 48 5%. Δαφν. 1890 850 Μεταλλεῖα 185 » Ὑποθήκης 1898 82 Ἠλεκτρ. 155 4% Μεταλλεῖα 1900 85 Ἐλ. Οἰνοπν. 930 5% Στάθμ. 1902 820 Ἐται. Βορεῖ 197 5% Ἀκρ. 1907 600 Ἠρακλῆς 200 1909 668 Τυπίς 200 » 1914 919 Κλίκ. Οἰνοπ. 206 Παγκ. 1917 75 Λευκός Πιλ. 90 5% Ἑλληνική 1918 72.50 Κοπαΐς 120 Λαχειοφόρα Ἰχθυών 75 5% Ὁμόλογα ἐκ 3.000 Ἀλιβέριον 29 » Ἀθηνῶν 181. Ἀμβελόκηπ 100 » 20.150 Ὑγ. Πυρ. 325 » 30 ... 89 Ἐτερ. 70 » 300 ... 193 Βιομηχ. 205 » ... 131 Προνομ. 55 Μετοχαί Αὐτοκίνητα 99 5% Ἐθνική 9.900 Ἀσφάλειαι 100 Τρ. Ἀθηνῶν 1.100 Βουλκανίζ 50 Τρ. Ἀνατολῆς 225.50 Δενδρών 300 Τρ. Ἀνατ. 200 Ἱππ. Κτήσ. 115 Τρ. Ἐμπορ. 250 Πειρ. Ζημ. 496 Τρ. Λαϊκή 100 Τηλέφ. Λ. 100 Τρ. Βιομηχαν. 278 Ἐλ. Ἀσφ. 71 Αἰγ. Ἐθν. Οἶνος 100 <box>44 179 244 514</box>
derm-ad-name: ΜΙΧ. ΑΘ. ΟΙΚΟΝΟΜΟΥ <box>1063 698 1265 720</box>
rent-title: ΕΝΟΙΚΙΑΣΤΗΡΙΑ <box>335 504 501 526</box>
workers-text: Κατόπιν γνωματεύσεως τοῦ Ναυτικοῦ Ἐπιμελητηρίου οἱ ἐργάται θαλάσσης θὰ τύχουν αὐξήσεως τῶν ἡμερομισθίων των κατὰ 15 τοῖς ἑκατόν, ἀπὸ τῆς πρώτης τοῦ προσεχοῦς μηνός. <box>545 876 782 941</box>
bank-subtitle: Τιμαί ἐξωτερικ. συναλλάγματος <box>90 559 247 574</box>
furniture-ad <box>1033 337 1295 427</box>
buy-ads <box>305 1034 531 1416</box>
antiques-ad-title: ΑΡΧΑΙΑ <box>862 1108 954 1136</box>
eye-ad-head: Διὰ τὰ Ὀφθαλμικὰ νοσήματα <box>1341 785 1520 798</box>
trusses-ad-line: ΠΛΕΟΝ ΟΤΙ <box>340 1603 495 1635</box>
vaubry-ad-sub: παρασκευὴ νέα παρασκευὴ ΒΑΦΗΣ VAUBRY <box>802 992 1013 1018</box>
market-title: ΧΡΗΜΑΤΙΣΤΗΡΙΚΟΝ ΔΕΛΤΙΟΝ <box>44 154 293 176</box>
column-5 <box>1033 148 1295 2258</box>
divider <box>794 809 1021 810</box>
trusses-ad-line: Παρέχεται δωρεὰν ὁδηγία <box>319 1761 517 1777</box>
column-3 <box>545 267 782 2258</box>
surgery-ad-text: Ὁδὸς 3ης Σεπτεμβρίου 126. Χειρουργὸς ὁ καθηγητὴς κ. ΚΟΡΥΛΛΟΣ <box>1053 1082 1275 1108</box>
